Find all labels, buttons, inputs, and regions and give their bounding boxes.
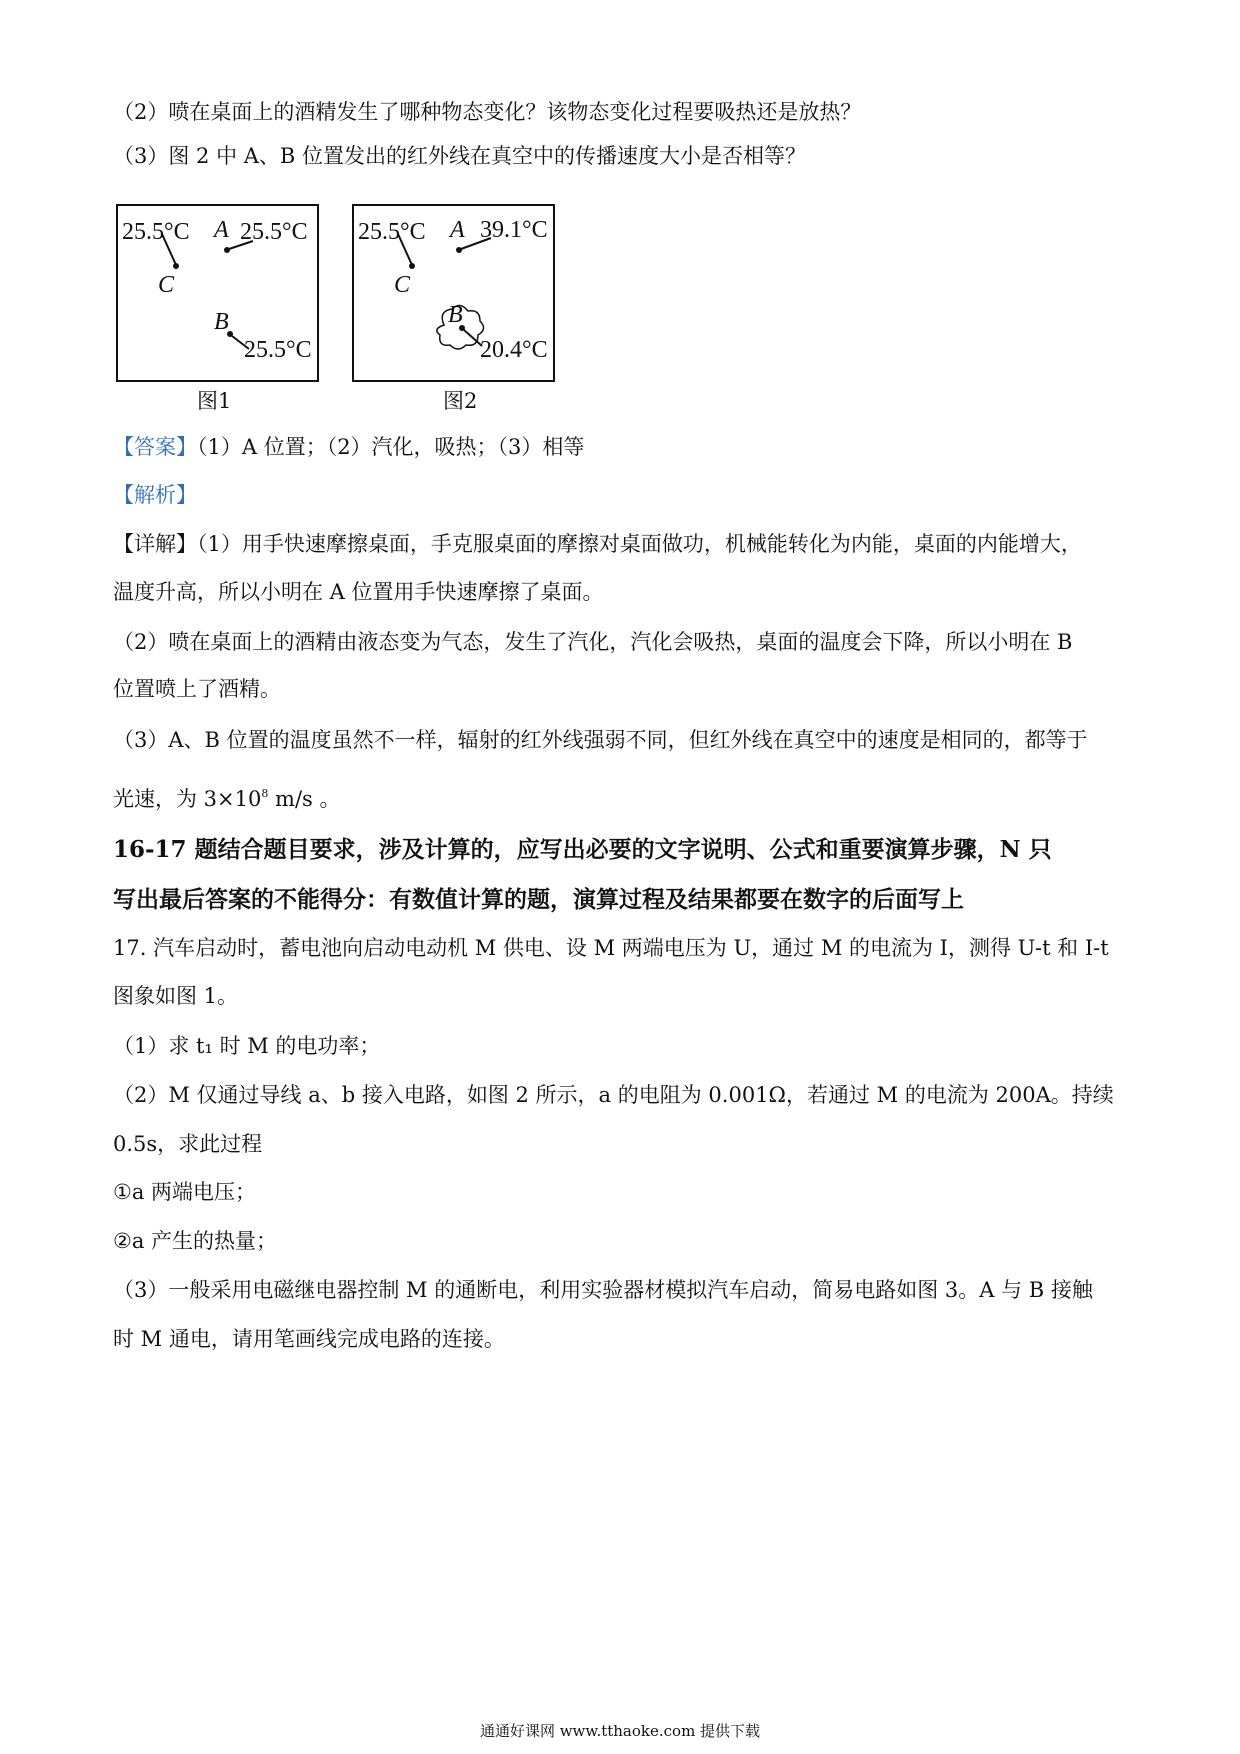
fig2-c-temp: 25.5°C [358, 219, 426, 245]
detail-p3-line1: （3）A、B 位置的温度虽然不一样，辐射的红外线强弱不同，但红外线在真空中的速度是相同的，都等于 [113, 728, 1088, 752]
fig1-c-temp: 25.5°C [122, 219, 190, 245]
q15-sub2: （2）喷在桌面上的酒精发生了哪种物态变化？该物态变化过程要吸热还是放热？ [113, 100, 862, 124]
detail-p3-line2: 光速，为 $3\times 10^8$ m/s 。 [113, 787, 341, 811]
q17-sub3-line1: （3）一般采用电磁继电器控制 M 的通断电，利用实验器材模拟汽车启动，简易电路如图 3。A 与 B 接触 [113, 1278, 1093, 1302]
q15-sub3: （3）图 2 中 A、B 位置发出的红外线在真空中的传播速度大小是否相等？ [113, 144, 807, 168]
figure-2 [352, 204, 555, 382]
fig1-a-label: A [214, 217, 229, 243]
figure-1-caption: 图1 [197, 389, 232, 413]
footer-source: 通通好课网 www.tthaoke.com 提供下载 [479, 1722, 761, 1740]
fig2-b-label: B [448, 302, 463, 328]
detail-p2-line2: 位置喷上了酒精。 [113, 677, 281, 701]
q17-item1: ①a 两端电压； [113, 1180, 257, 1204]
section-instruction-line2: 写出最后答案的不能得分：有数值计算的题，演算过程及结果都要在数字的后面写上 [113, 886, 964, 913]
detail-p2-line1: （2）喷在桌面上的酒精由液态变为气态，发生了汽化，汽化会吸热，桌面的温度会下降，所以小明在 B [113, 630, 1073, 654]
fig1-b-temp: 25.5°C [244, 337, 312, 363]
q17-item2: ②a 产生的热量； [113, 1229, 278, 1253]
answer-text: （1）A 位置；（2）汽化，吸热；（3）相等 [197, 435, 585, 459]
fig2-b-temp: 20.4°C [480, 337, 548, 363]
q17-sub2-line2: 0.5s，求此过程 [113, 1132, 263, 1156]
figure-1 [116, 204, 319, 382]
answer-label: 【答案】 [113, 435, 197, 459]
answer-line [113, 433, 1125, 461]
q17-sub1: （1）求 t₁ 时 M 的电功率； [113, 1034, 381, 1058]
fig2-c-label: C [394, 272, 411, 298]
q17-line2: 图象如图 1。 [113, 984, 239, 1008]
figure-2-caption: 图2 [443, 389, 478, 413]
section-instruction-line1: 16-17 题结合题目要求，涉及计算的，应写出必要的文字说明、公式和重要演算步骤，N 只 [113, 836, 1052, 863]
fig1-c-label: C [158, 272, 175, 298]
fig1-b-label: B [214, 309, 229, 335]
q17-sub2-line1: （2）M 仅通过导线 a、b 接入电路，如图 2 所示，a 的电阻为 0.001Ω，若通过 M 的电流为 200A。持续 [113, 1083, 1114, 1107]
fig2-a-temp: 39.1°C [480, 217, 548, 243]
q17-sub3-line2: 时 M 通电，请用笔画线完成电路的连接。 [113, 1327, 505, 1351]
fig2-a-label: A [450, 217, 465, 243]
q17-line1: 17. 汽车启动时，蓄电池向启动电动机 M 供电、设 M 两端电压为 U，通过 M 的电流为 I，测得 U-t 和 I-t [113, 936, 1109, 960]
detail-label: 【详解】 [113, 532, 197, 556]
fig1-a-temp: 25.5°C [240, 219, 308, 245]
analysis-label: 【解析】 [113, 483, 197, 507]
detail-p1-line2: 温度升高，所以小明在 A 位置用手快速摩擦了桌面。 [113, 580, 604, 604]
detail-p1-line1: 【详解】（1）用手快速摩擦桌面，手克服桌面的摩擦对桌面做功，机械能转化为内能，桌面的内能增大， [113, 532, 1082, 556]
